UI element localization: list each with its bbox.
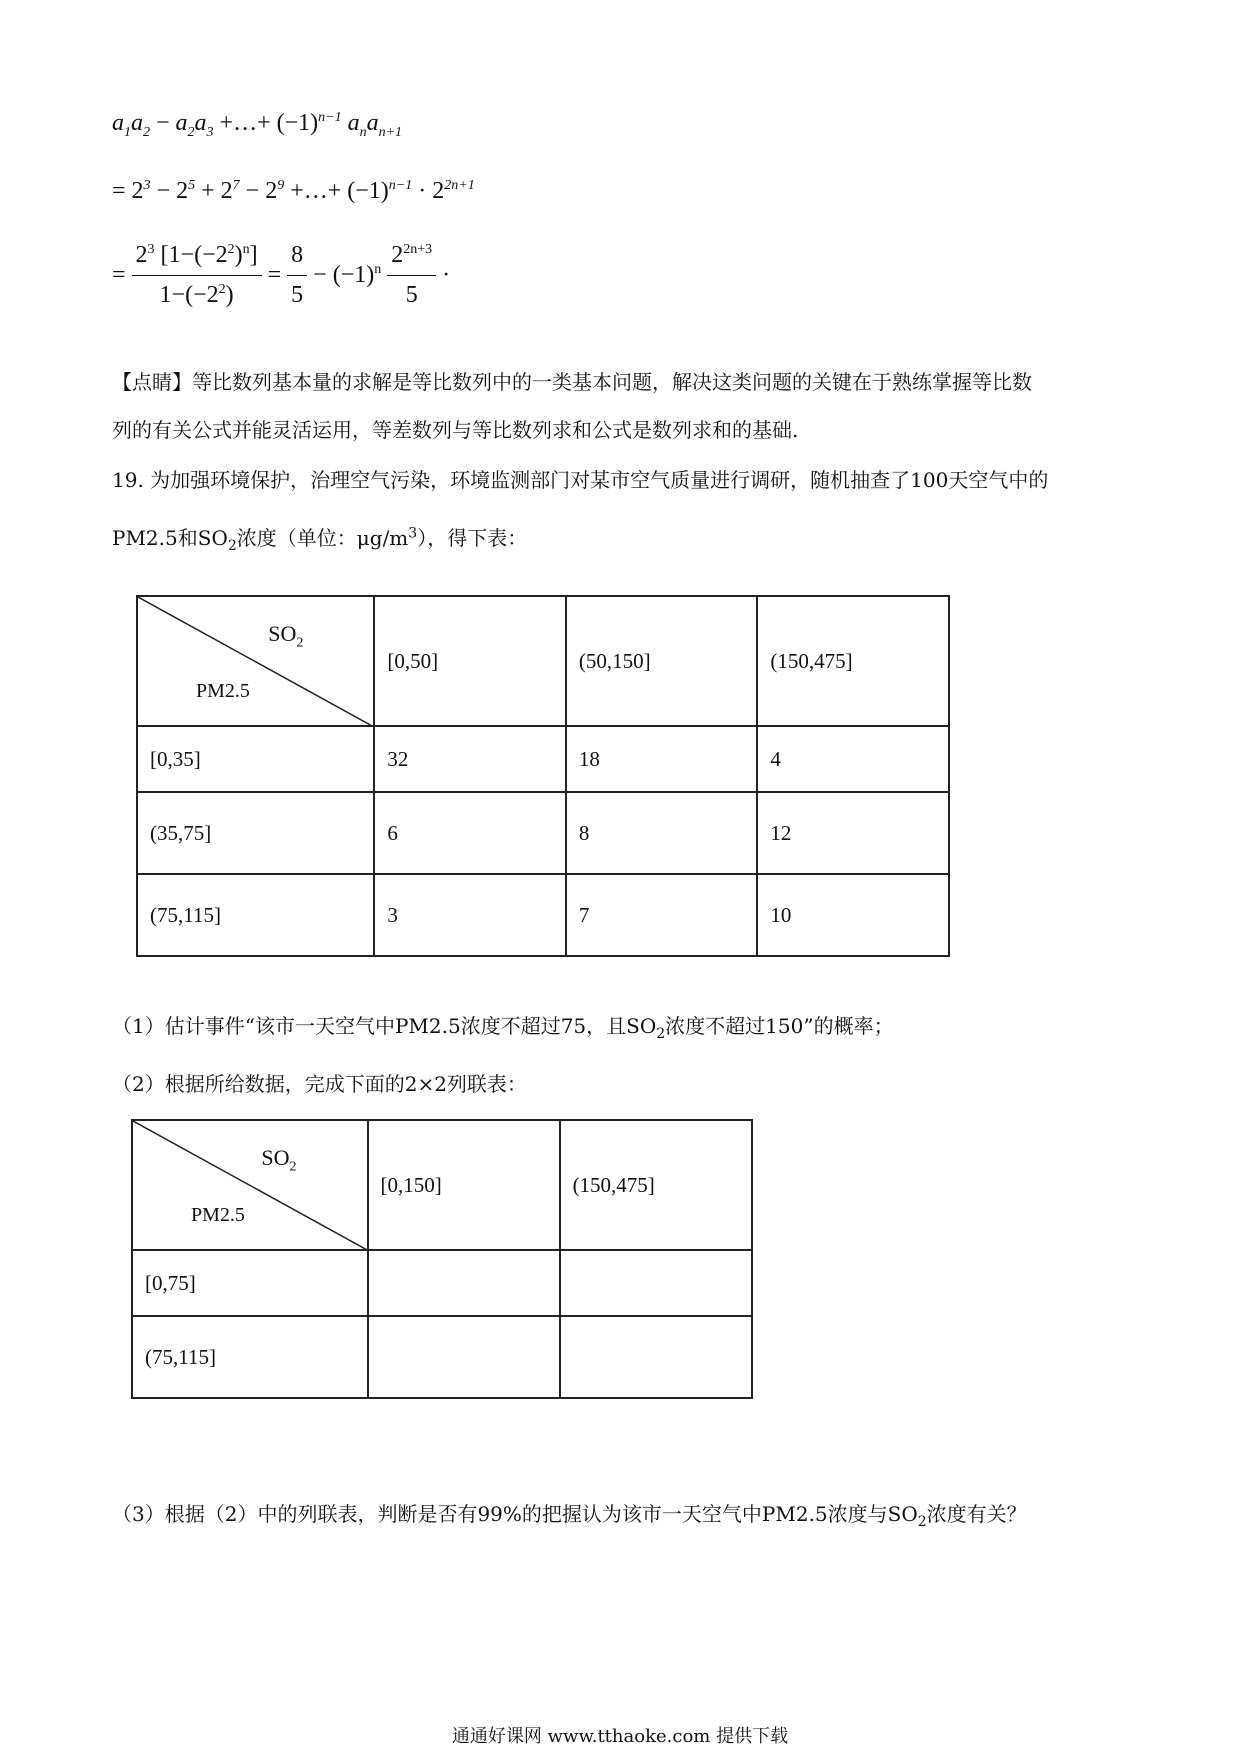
table1-cell: 3: [374, 874, 565, 956]
table1-cell: 8: [566, 792, 758, 874]
table2-col-header: [0,150]: [368, 1120, 560, 1250]
table1-cell: 4: [757, 726, 949, 792]
fraction-eight-fifths: $\frac{8}{5}$: [287, 242, 307, 309]
math-line-2: = $2^3 - 2^5 + 2^7 - 2^9$ +…+ $(-1)^{n-1} \cdot 2^{2n+1}$: [112, 178, 475, 204]
fraction-sum: $\frac{2^3 [1-(-2^2)^n]}{1-(-2^2)}$: [132, 242, 262, 309]
math-line-1: $a_1a_2 - a_2a_3$ +…+ $(-1)^{n-1}$ $a_na_{n+1}$: [112, 110, 403, 140]
concentration-table: [136, 595, 950, 957]
table-row: [137, 792, 949, 874]
table2-corner-so2: $SO_2$: [261, 1145, 297, 1175]
table2-empty-cell: [560, 1250, 752, 1316]
table1-corner-cell: [137, 596, 374, 726]
table2-corner-pm25: PM2.5: [191, 1204, 245, 1226]
table2-corner-cell: [132, 1120, 368, 1250]
diagonal-line: [138, 597, 374, 726]
table1-row-header: (75,115]: [137, 874, 374, 956]
table-row: [132, 1316, 752, 1398]
table2-empty-cell: [368, 1250, 560, 1316]
comment-line-2: 列的有关公式并能灵活运用，等差数列与等比数列求和公式是数列求和的基础.: [112, 418, 799, 442]
table2-row-header: [0,75]: [132, 1250, 368, 1316]
table1-corner-pm25: PM2.5: [196, 680, 250, 702]
table2-empty-cell: [560, 1316, 752, 1398]
table2-row-header: (75,115]: [132, 1316, 368, 1398]
table2-col-header: (150,475]: [560, 1120, 752, 1250]
question-19-line-2: PM2.5和$SO_2$浓度（单位：$\mu g/m^3$），得下表：: [112, 525, 528, 554]
table1-cell: 12: [757, 792, 949, 874]
table1-row-header: (35,75]: [137, 792, 374, 874]
footer-source: 通通好课网 www.tthaoke.com 提供下载: [451, 1726, 789, 1747]
table1-cell: 18: [566, 726, 758, 792]
part-1: （1）估计事件“该市一天空气中PM2.5浓度不超过75，且$SO_2$浓度不超过150”的概率；: [112, 1014, 894, 1042]
table1-cell: 32: [374, 726, 565, 792]
part-2: （2）根据所给数据，完成下面的2×2列联表：: [112, 1072, 527, 1096]
comment-line-1: 【点睛】等比数列基本量的求解是等比数列中的一类基本问题，解决这类问题的关键在于熟练掌握等比数: [112, 370, 1032, 394]
part-3: （3）根据（2）中的列联表，判断是否有99%的把握认为该市一天空气中PM2.5浓度与$SO_2$浓度有关？: [112, 1502, 1027, 1530]
table-row: [137, 874, 949, 956]
table1-col-header: (150,475]: [757, 596, 949, 726]
fraction-power-fifth: $\frac{2^{2n+3}}{5}$: [387, 242, 436, 309]
table1-cell: 7: [566, 874, 758, 956]
table1-cell: 10: [757, 874, 949, 956]
table1-col-header: (50,150]: [566, 596, 758, 726]
diagonal-line: [133, 1121, 368, 1250]
table1-cell: 6: [374, 792, 565, 874]
table1-row-header: [0,35]: [137, 726, 374, 792]
contingency-table: [131, 1119, 753, 1399]
table2-empty-cell: [368, 1316, 560, 1398]
table-row: [137, 726, 949, 792]
table-row: [132, 1250, 752, 1316]
table1-col-header: [0,50]: [374, 596, 565, 726]
math-line-3: = $\frac{2^3 [1-(-2^2)^n]}{1-(-2^2)}$ = $\frac{8}{5}$ − $(-1)^n$ $\frac{2^{2n+3}}{5}$ ·: [112, 242, 451, 308]
table1-corner-so2: $SO_2$: [268, 621, 304, 651]
question-19-line-1: 19. 为加强环境保护，治理空气污染，环境监测部门对某市空气质量进行调研，随机抽查了100天空气中的: [112, 468, 1049, 492]
